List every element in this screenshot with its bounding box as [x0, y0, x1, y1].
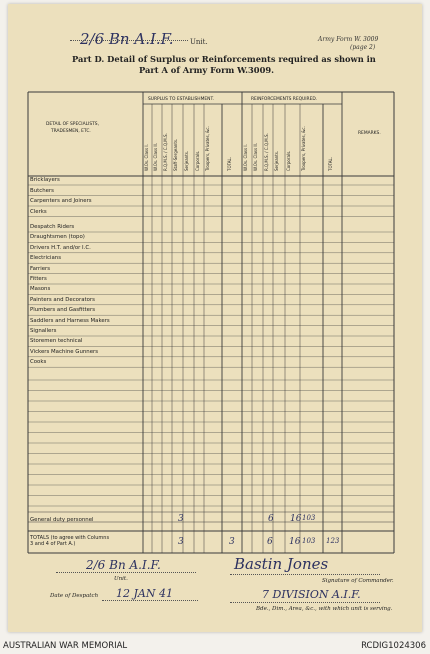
row-label: Draughtsmen (topo) — [30, 234, 85, 241]
date-line — [102, 600, 198, 601]
reinf-col-header: R.Q.M.S. / C.Q.M.S. — [264, 133, 269, 171]
row-label: Drivers H.T. and/or I.C. — [30, 244, 91, 251]
gd-reinf-serjeants: 6 — [268, 514, 274, 524]
division-handwritten: 7 DIVISION A.I.F. — [262, 588, 361, 601]
totals-reinf-corporals: 16 — [289, 537, 301, 547]
footer-unit-handwritten: 2/6 Bn A.I.F. — [86, 558, 161, 572]
credit-left: AUSTRALIAN WAR MEMORIAL — [3, 641, 128, 651]
row-label: Storemen technical — [30, 338, 83, 345]
totals-label: TOTALS (to agree with Columns 3 and 4 of Part A.) — [30, 535, 110, 547]
surplus-col-header: Troopers, Privates, &c. — [205, 126, 210, 171]
form-title-line2: Part A of Army Form W.3009. — [139, 65, 275, 75]
gd-reinf-corporals: 16 — [290, 514, 302, 524]
general-duty-label: General duty personnel — [30, 517, 94, 523]
row-label: Signallers — [30, 328, 57, 334]
surplus-col-header: Corporals. — [195, 150, 200, 171]
footer-unit-label: Unit. — [114, 576, 128, 582]
page-number: (page 2) — [350, 44, 376, 51]
totals-reinf-total: 123 — [326, 537, 340, 545]
gd-surplus-serjeants: 3 — [178, 514, 184, 524]
reinf-col-header: Corporals. — [286, 150, 291, 171]
row-label: Painters and Decorators — [30, 296, 95, 303]
surplus-header: SURPLUS TO ESTABLISHMENT. — [148, 97, 215, 102]
surplus-col-header: Staff-Sergeants. — [173, 138, 178, 171]
signature-line — [230, 574, 380, 575]
footer-unit-line — [56, 572, 196, 573]
row-label: Masons — [30, 286, 51, 293]
reinf-col-header: Serjeants. — [274, 150, 279, 171]
totals-surplus-serjeants: 3 — [178, 537, 184, 547]
commander-signature: Bastin Jones — [234, 555, 329, 573]
date-label: Date of Despatch — [50, 593, 99, 599]
row-label: Vickers Machine Gunners — [30, 348, 99, 355]
form-title-line1: Part D. Detail of Surplus or Reinforcements required as shown in — [72, 54, 376, 64]
date-handwritten: 12 JAN 41 — [116, 587, 173, 600]
gd-reinf-troopers: 103 — [302, 514, 316, 522]
row-label: Electricians — [30, 255, 62, 262]
surplus-col-header: W.Os. Class I. — [144, 144, 149, 171]
row-label: Farriers — [30, 265, 51, 272]
row-label: Bricklayers — [30, 177, 60, 183]
army-form-number: Army Form W. 3009 — [318, 36, 379, 43]
reinf-total-header: TOTAL. — [328, 157, 333, 171]
detail-header-2: TRADESMEN, ETC. — [51, 129, 91, 134]
row-label: Butchers — [30, 187, 54, 194]
totals-surplus-total: 3 — [229, 537, 235, 547]
row-label: Plumbers and Gasfitters — [30, 307, 96, 314]
surplus-col-header: W.Os. Class II. — [153, 143, 158, 171]
totals-reinf-troopers: 103 — [302, 537, 316, 545]
unit-label: Unit. — [190, 38, 208, 46]
division-line — [230, 602, 380, 603]
row-label: Fitters — [30, 276, 47, 282]
row-label: Cooks — [30, 359, 47, 366]
credit-bar — [0, 636, 430, 654]
reinf-col-header: W.Os. Class I. — [243, 144, 248, 171]
totals-reinf-serjeants: 6 — [267, 537, 273, 547]
row-label: Clerks — [30, 208, 47, 215]
surplus-col-header: Serjeants. — [184, 150, 189, 171]
surplus-col-header: R.Q.M.S. / C.Q.M.S. — [163, 133, 168, 171]
unit-handwritten: 2/6 Bn A.I.F. — [80, 30, 174, 48]
row-label: Carpenters and Joiners — [30, 198, 92, 204]
reinf-col-header: Troopers, Privates, &c. — [301, 126, 306, 171]
signature-label: Signature of Commander. — [322, 578, 394, 584]
remarks-header: REMARKS. — [358, 131, 381, 136]
detail-header: DETAIL OF SPECIALISTS, — [46, 122, 99, 127]
reinforcements-header: REINFORCEMENTS REQUIRED. — [251, 97, 318, 102]
reinf-col-header: W.Os. Class II. — [253, 143, 258, 171]
credit-right: RCDIG1024306 — [361, 641, 426, 651]
division-label: Bde., Dim., Area, &c., with which unit is serving. — [256, 606, 393, 612]
surplus-total-header: TOTAL. — [227, 157, 232, 171]
row-label: Saddlers and Harness Makers — [30, 317, 110, 324]
row-label: Despatch Riders — [30, 224, 75, 230]
